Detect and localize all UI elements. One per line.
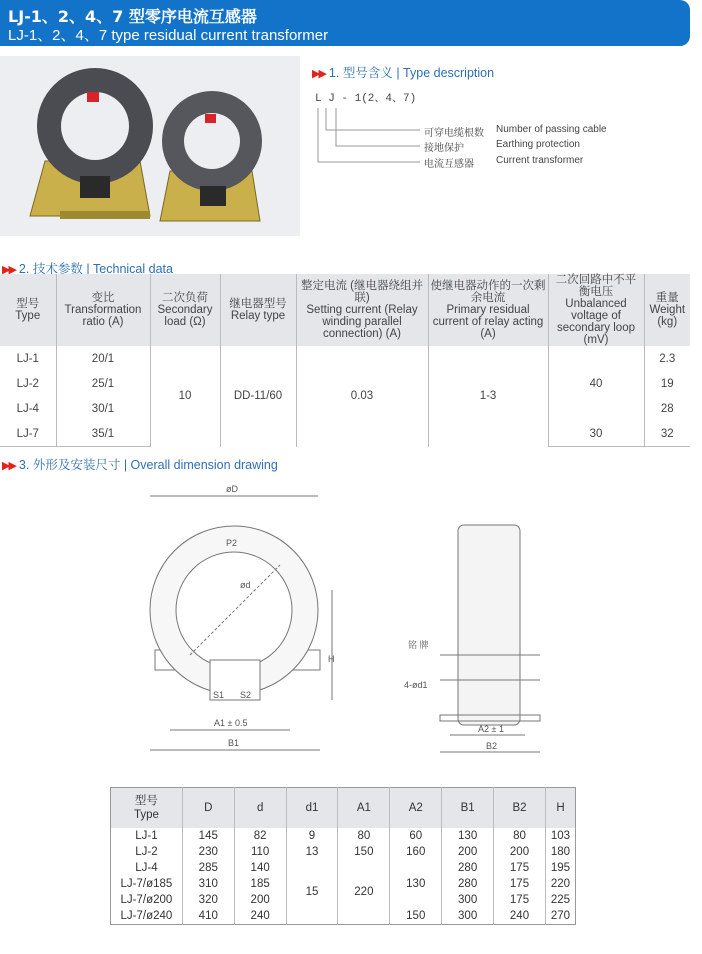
label-d: ød (240, 580, 251, 590)
cell: 410 (182, 908, 234, 925)
label-S1: S1 (213, 690, 225, 700)
section3-title: 3. 外形及安装尺寸 (18, 458, 121, 472)
load-cell: 10 (150, 346, 220, 447)
unbalanced-cell: 30 (548, 421, 644, 447)
label-B1: B1 (228, 738, 240, 748)
residual-cell: 1-3 (428, 346, 548, 447)
th-weight: 重量 Weight (kg) (644, 274, 690, 346)
cell: 80 (338, 828, 390, 844)
cell: 180 (545, 844, 575, 860)
label-A1: A1 ± 0.5 (214, 718, 248, 728)
label-S2: S2 (240, 690, 252, 700)
dim-th-B1: B1 (442, 788, 494, 829)
cell: 60 (390, 828, 442, 844)
relay-cell: DD-11/60 (220, 346, 296, 447)
dim-th-d: d (234, 788, 286, 829)
dim-th-H: H (545, 788, 575, 829)
ratio-cell: 20/1 (56, 346, 150, 371)
cell: 200 (494, 844, 546, 860)
arrow-icon: ▶▶ (312, 68, 325, 80)
section2-title-en: Technical data (93, 262, 173, 276)
section2-heading: ▶▶ 2. 技术参数 | Technical data (2, 262, 173, 276)
legend-cn-2: 接地保护 (424, 143, 464, 154)
cell: 200 (234, 892, 286, 908)
label-B2: B2 (486, 741, 498, 751)
cell: 13 (286, 844, 338, 860)
cell: 320 (182, 892, 234, 908)
cell: 82 (234, 828, 286, 844)
cell: 80 (494, 828, 546, 844)
ratio-cell: 35/1 (56, 421, 150, 447)
cell: 185 (234, 876, 286, 892)
dim-th-A2: A2 (390, 788, 442, 829)
weight-cell: 28 (644, 396, 690, 421)
section2-title: 2. 技术参数 (18, 262, 83, 276)
section1-title: 1. 型号含义 (328, 66, 393, 80)
page-header (0, 0, 690, 46)
th-type: 型号 Type (15, 298, 41, 322)
section3-title-en: Overall dimension drawing (130, 458, 278, 472)
cell-merged: 220 (338, 860, 390, 925)
weight-cell: 32 (644, 421, 690, 447)
cell: 300 (442, 908, 494, 925)
cell: 240 (234, 908, 286, 925)
label-D: øD (226, 484, 238, 494)
cell: 195 (545, 860, 575, 876)
dim-th-A1: A1 (338, 788, 390, 829)
dim-th-D: D (182, 788, 234, 829)
th-relay: 继电器型号 Relay type (220, 274, 296, 346)
cell: LJ-7/ø200 (120, 894, 173, 906)
cell: 130 (442, 828, 494, 844)
cell: 150 (338, 844, 390, 860)
section1-heading: ▶▶ 1. 型号含义 | Type description (312, 66, 495, 80)
th-ratio: 变比 Transformation ratio (A) (56, 274, 150, 346)
cell: LJ-1 (135, 830, 158, 842)
table-row (111, 828, 576, 844)
cell: LJ-4 (135, 862, 158, 874)
cell: 9 (286, 828, 338, 844)
th-setting: 整定电流 (继电器绕组并联) Setting current (Relay winding parallel connection) (A) (296, 274, 428, 346)
arrow-icon: ▶▶ (2, 460, 15, 472)
th-residual: 使继电器动作的一次剩余电流 Primary residual current of relay acting (A) (428, 274, 548, 346)
type-code: L J - 1(2、4、7) (315, 93, 417, 105)
weight-cell: 19 (644, 371, 690, 396)
setting-cell: 0.03 (296, 346, 428, 447)
title-en: LJ-1、2、4、7 type residual current transformer (8, 27, 329, 44)
weight-cell: 2.3 (644, 346, 690, 371)
dim-header-row (111, 788, 576, 829)
table-row (111, 860, 576, 876)
cell: 160 (390, 844, 442, 860)
cell: 280 (442, 876, 494, 892)
unbalanced-cell: 40 (548, 346, 644, 421)
cell: 150 (390, 908, 442, 925)
type-cell: LJ-2 (16, 377, 39, 390)
type-code-lines (310, 100, 430, 170)
cell: 145 (182, 828, 234, 844)
cell-merged: 130 (390, 860, 442, 908)
cell: 285 (182, 860, 234, 876)
dim-th-d1: d1 (286, 788, 338, 829)
cell: 220 (545, 876, 575, 892)
cell: 270 (545, 908, 575, 925)
dimension-table (110, 787, 576, 925)
type-cell: LJ-4 (16, 402, 39, 415)
th-unbalanced: 二次回路中不平衡电压 Unbalanced voltage of secondary loop (mV) (548, 274, 644, 346)
label-H: H (328, 654, 335, 664)
cell: 310 (182, 876, 234, 892)
cell: 230 (182, 844, 234, 860)
cell: 300 (442, 892, 494, 908)
label-P2: P2 (226, 538, 238, 548)
cell: LJ-2 (135, 846, 158, 858)
tech-header-row (0, 274, 690, 346)
legend-en-2: Earthing protection (496, 139, 580, 150)
cell: LJ-7/ø185 (120, 878, 173, 890)
cell: 240 (494, 908, 546, 925)
dim-th-B2: B2 (494, 788, 546, 829)
legend-cn-1: 可穿电缆根数 (424, 128, 484, 139)
legend-cn-3: 电流互感器 (424, 159, 474, 170)
cell: 175 (494, 892, 546, 908)
legend-en-3: Current transformer (496, 155, 584, 166)
title-cn: LJ-1、2、4、7 型零序电流互感器 (8, 7, 257, 26)
type-cell: LJ-1 (16, 352, 39, 365)
product-photo (0, 56, 300, 236)
cell: 225 (545, 892, 575, 908)
section1-title-en: Type description (403, 66, 495, 80)
section3-heading: ▶▶ 3. 外形及安装尺寸 | Overall dimension drawing (2, 458, 278, 472)
cell: 280 (442, 860, 494, 876)
th-load: 二次负荷 Secondary load (Ω) (150, 274, 220, 346)
table-row (111, 844, 576, 860)
ratio-cell: 30/1 (56, 396, 150, 421)
legend-en-1: Number of passing cable (496, 124, 607, 135)
cell: LJ-7/ø240 (120, 910, 173, 922)
cell: 200 (442, 844, 494, 860)
cell: 103 (545, 828, 575, 844)
cell: 140 (234, 860, 286, 876)
label-d1: 4-ød1 (404, 680, 428, 690)
label-A2: A2 ± 1 (478, 724, 504, 734)
cell: 175 (494, 876, 546, 892)
cell-merged: 15 (286, 860, 338, 925)
technical-data-table (0, 274, 690, 447)
arrow-icon: ▶▶ (2, 264, 15, 276)
dimension-drawing (0, 470, 600, 770)
type-cell: LJ-7 (0, 421, 56, 447)
label-terminal: 铭 牌 (408, 640, 429, 650)
table-row (0, 346, 690, 371)
dim-th-type: 型号 Type (111, 788, 183, 829)
ratio-cell: 25/1 (56, 371, 150, 396)
cell: 110 (234, 844, 286, 860)
cell: 175 (494, 860, 546, 876)
